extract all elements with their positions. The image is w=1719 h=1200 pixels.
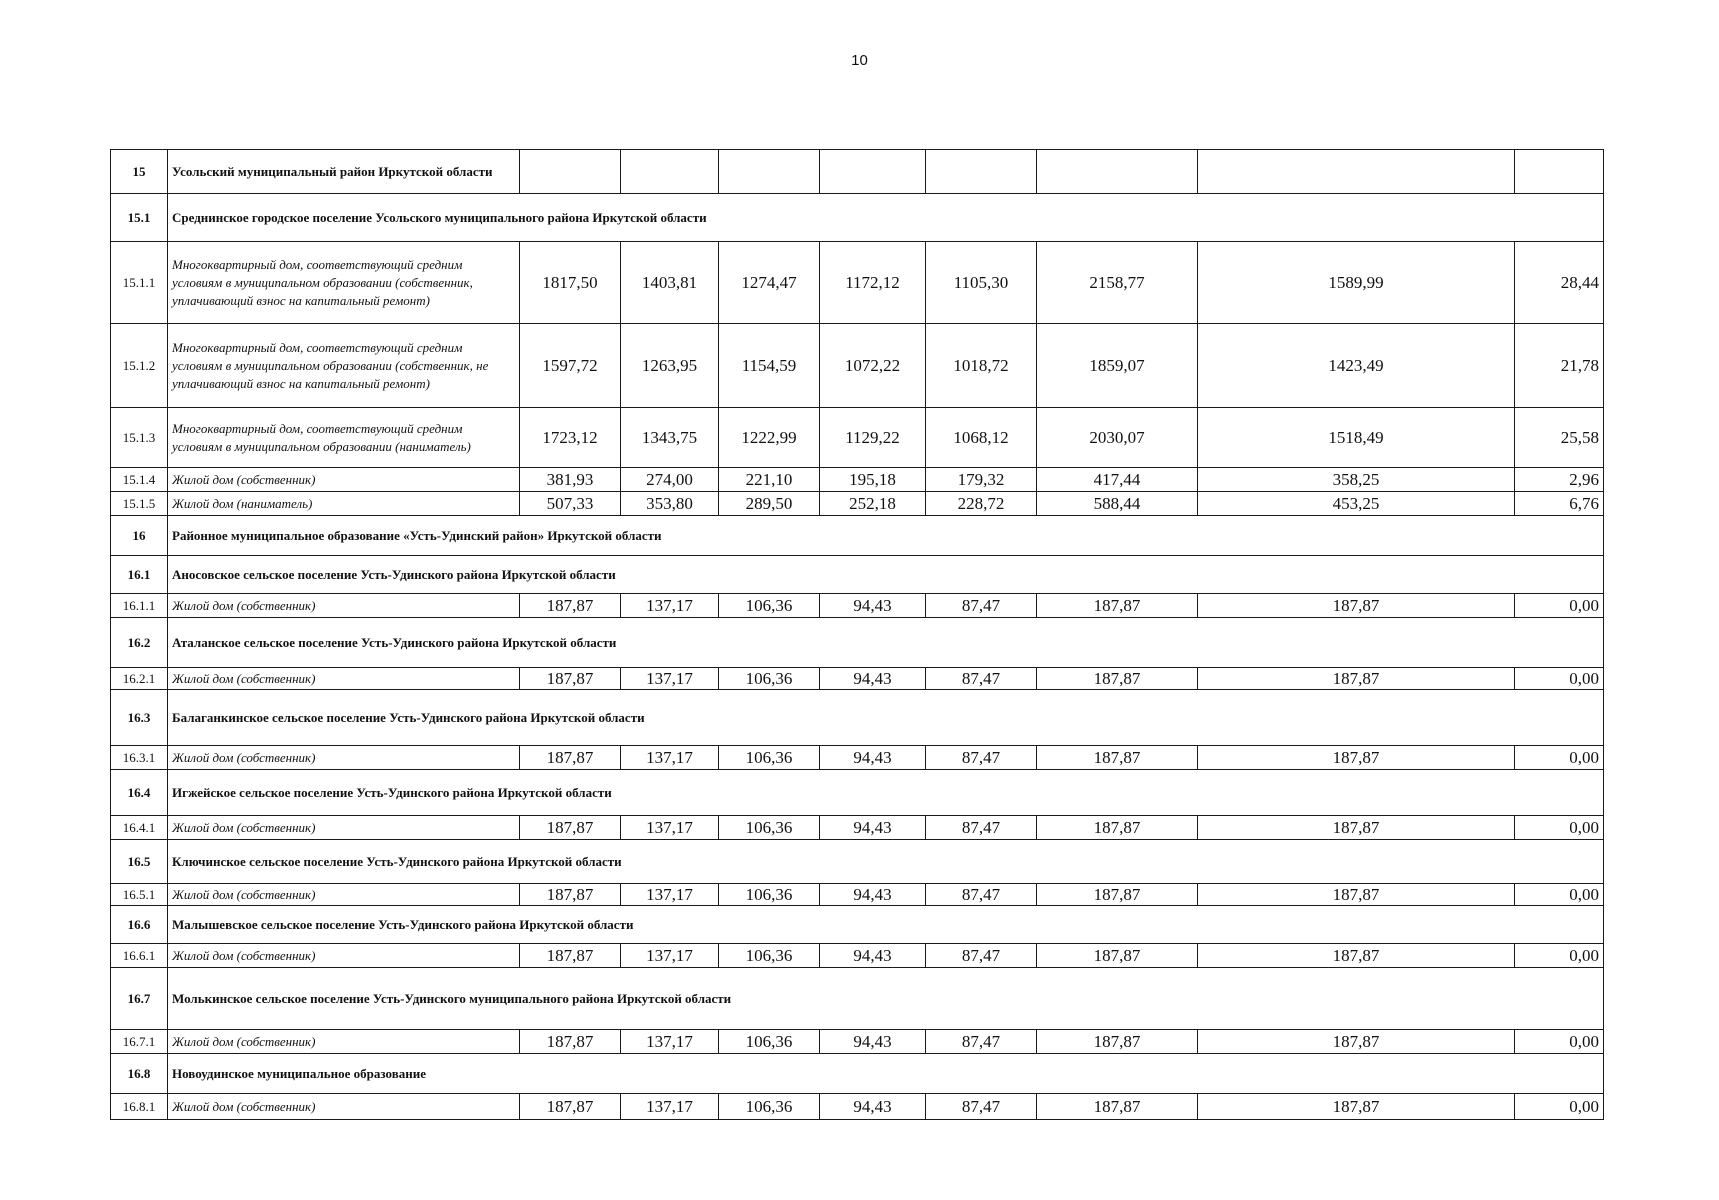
value-cell: 1222,99 xyxy=(719,408,820,468)
value-cell: 94,43 xyxy=(820,884,926,906)
value-cell: 187,87 xyxy=(520,594,621,618)
value-cell: 381,93 xyxy=(520,468,621,492)
value-cell: 187,87 xyxy=(520,746,621,770)
row-name: Жилой дом (собственник) xyxy=(168,468,520,492)
value-cell: 187,87 xyxy=(1037,668,1198,690)
tariff-table xyxy=(110,149,1604,1120)
value-cell: 0,00 xyxy=(1515,884,1604,906)
section-name: Аносовское сельское поселение Усть-Удинского района Иркутской области xyxy=(168,556,1604,594)
value-cell: 187,87 xyxy=(1037,1030,1198,1054)
section-name: Среднинское городское поселение Усольского муниципального района Иркутской области xyxy=(168,194,1604,242)
table-row xyxy=(111,618,1604,668)
table-row xyxy=(111,1094,1604,1120)
value-cell: 187,87 xyxy=(1198,944,1515,968)
value-cell: 1723,12 xyxy=(520,408,621,468)
table-row xyxy=(111,324,1604,408)
value-cell: 187,87 xyxy=(1198,884,1515,906)
value-cell: 6,76 xyxy=(1515,492,1604,516)
table-row xyxy=(111,690,1604,746)
value-cell: 1859,07 xyxy=(1037,324,1198,408)
empty-cell xyxy=(520,150,621,194)
row-name: Жилой дом (собственник) xyxy=(168,944,520,968)
table-row xyxy=(111,242,1604,324)
row-number: 16.7.1 xyxy=(111,1030,168,1054)
table-row xyxy=(111,556,1604,594)
row-number: 15.1.2 xyxy=(111,324,168,408)
row-name: Многоквартирный дом, соответствующий средним условиям в муниципальном образовании (наниматель) xyxy=(168,408,520,468)
value-cell: 106,36 xyxy=(719,594,820,618)
value-cell: 0,00 xyxy=(1515,944,1604,968)
table-row xyxy=(111,884,1604,906)
empty-cell xyxy=(1198,150,1515,194)
value-cell: 87,47 xyxy=(926,816,1037,840)
section-name: Районное муниципальное образование «Усть-Удинский район» Иркутской области xyxy=(168,516,1604,556)
row-number: 16.5.1 xyxy=(111,884,168,906)
value-cell: 106,36 xyxy=(719,668,820,690)
value-cell: 0,00 xyxy=(1515,746,1604,770)
value-cell: 137,17 xyxy=(621,944,719,968)
value-cell: 187,87 xyxy=(1037,594,1198,618)
value-cell: 187,87 xyxy=(520,1094,621,1120)
value-cell: 94,43 xyxy=(820,746,926,770)
row-name: Жилой дом (собственник) xyxy=(168,1030,520,1054)
value-cell: 87,47 xyxy=(926,884,1037,906)
section-name: Малышевское сельское поселение Усть-Удинского района Иркутской области xyxy=(168,906,1604,944)
row-number: 16.6.1 xyxy=(111,944,168,968)
value-cell: 1129,22 xyxy=(820,408,926,468)
row-name: Многоквартирный дом, соответствующий средним условиям в муниципальном образовании (собственник, не уплачивающий взнос на капитальный ремонт) xyxy=(168,324,520,408)
value-cell: 106,36 xyxy=(719,1094,820,1120)
table-row xyxy=(111,840,1604,884)
value-cell: 87,47 xyxy=(926,1094,1037,1120)
value-cell: 187,87 xyxy=(1037,1094,1198,1120)
value-cell: 1597,72 xyxy=(520,324,621,408)
row-number: 16.7 xyxy=(111,968,168,1030)
value-cell: 137,17 xyxy=(621,1094,719,1120)
empty-cell xyxy=(1515,150,1604,194)
table-row xyxy=(111,746,1604,770)
value-cell: 187,87 xyxy=(1198,1094,1515,1120)
value-cell: 358,25 xyxy=(1198,468,1515,492)
value-cell: 137,17 xyxy=(621,746,719,770)
value-cell: 187,87 xyxy=(1198,594,1515,618)
value-cell: 221,10 xyxy=(719,468,820,492)
value-cell: 0,00 xyxy=(1515,816,1604,840)
value-cell: 1263,95 xyxy=(621,324,719,408)
row-number: 16.2.1 xyxy=(111,668,168,690)
row-number: 16.4.1 xyxy=(111,816,168,840)
value-cell: 21,78 xyxy=(1515,324,1604,408)
value-cell: 0,00 xyxy=(1515,1094,1604,1120)
page-number: 10 xyxy=(851,52,868,69)
section-name: Ключинское сельское поселение Усть-Удинского района Иркутской области xyxy=(168,840,1604,884)
value-cell: 0,00 xyxy=(1515,1030,1604,1054)
row-name: Жилой дом (собственник) xyxy=(168,668,520,690)
table-row xyxy=(111,408,1604,468)
row-name: Жилой дом (собственник) xyxy=(168,816,520,840)
value-cell: 28,44 xyxy=(1515,242,1604,324)
row-number: 16.1.1 xyxy=(111,594,168,618)
value-cell: 94,43 xyxy=(820,668,926,690)
value-cell: 137,17 xyxy=(621,816,719,840)
value-cell: 94,43 xyxy=(820,594,926,618)
table-row xyxy=(111,1030,1604,1054)
row-number: 16.6 xyxy=(111,906,168,944)
value-cell: 137,17 xyxy=(621,884,719,906)
value-cell: 87,47 xyxy=(926,1030,1037,1054)
row-number: 15.1.3 xyxy=(111,408,168,468)
value-cell: 187,87 xyxy=(1037,884,1198,906)
value-cell: 1105,30 xyxy=(926,242,1037,324)
empty-cell xyxy=(719,150,820,194)
value-cell: 87,47 xyxy=(926,944,1037,968)
value-cell: 187,87 xyxy=(1198,1030,1515,1054)
table-row xyxy=(111,944,1604,968)
row-number: 15.1 xyxy=(111,194,168,242)
row-number: 16.2 xyxy=(111,618,168,668)
value-cell: 453,25 xyxy=(1198,492,1515,516)
value-cell: 1403,81 xyxy=(621,242,719,324)
value-cell: 87,47 xyxy=(926,594,1037,618)
value-cell: 1072,22 xyxy=(820,324,926,408)
value-cell: 106,36 xyxy=(719,884,820,906)
value-cell: 1274,47 xyxy=(719,242,820,324)
value-cell: 2030,07 xyxy=(1037,408,1198,468)
value-cell: 0,00 xyxy=(1515,668,1604,690)
value-cell: 94,43 xyxy=(820,816,926,840)
table-row xyxy=(111,668,1604,690)
table-row xyxy=(111,194,1604,242)
value-cell: 106,36 xyxy=(719,816,820,840)
row-number: 16.8 xyxy=(111,1054,168,1094)
value-cell: 588,44 xyxy=(1037,492,1198,516)
value-cell: 25,58 xyxy=(1515,408,1604,468)
value-cell: 187,87 xyxy=(1037,944,1198,968)
row-number: 15.1.5 xyxy=(111,492,168,516)
value-cell: 1423,49 xyxy=(1198,324,1515,408)
row-name: Многоквартирный дом, соответствующий средним условиям в муниципальном образовании (собственник, уплачивающий взнос на капитальный ремонт) xyxy=(168,242,520,324)
value-cell: 187,87 xyxy=(520,944,621,968)
section-name: Аталанское сельское поселение Усть-Удинского района Иркутской области xyxy=(168,618,1604,668)
table-row xyxy=(111,968,1604,1030)
value-cell: 507,33 xyxy=(520,492,621,516)
row-number: 16.4 xyxy=(111,770,168,816)
value-cell: 228,72 xyxy=(926,492,1037,516)
value-cell: 1018,72 xyxy=(926,324,1037,408)
section-name: Игжейское сельское поселение Усть-Удинского района Иркутской области xyxy=(168,770,1604,816)
value-cell: 1068,12 xyxy=(926,408,1037,468)
table-row xyxy=(111,468,1604,492)
value-cell: 87,47 xyxy=(926,746,1037,770)
table-row xyxy=(111,906,1604,944)
empty-cell xyxy=(820,150,926,194)
value-cell: 1343,75 xyxy=(621,408,719,468)
row-name: Жилой дом (собственник) xyxy=(168,884,520,906)
value-cell: 2158,77 xyxy=(1037,242,1198,324)
value-cell: 187,87 xyxy=(520,816,621,840)
section-name: Молькинское сельское поселение Усть-Удинского муниципального района Иркутской области xyxy=(168,968,1604,1030)
table-row xyxy=(111,594,1604,618)
value-cell: 289,50 xyxy=(719,492,820,516)
row-name: Усольский муниципальный район Иркутской области xyxy=(168,150,520,194)
row-number: 15 xyxy=(111,150,168,194)
value-cell: 187,87 xyxy=(1198,668,1515,690)
value-cell: 1518,49 xyxy=(1198,408,1515,468)
value-cell: 137,17 xyxy=(621,668,719,690)
value-cell: 137,17 xyxy=(621,594,719,618)
value-cell: 252,18 xyxy=(820,492,926,516)
value-cell: 187,87 xyxy=(520,1030,621,1054)
table-row xyxy=(111,770,1604,816)
table-row xyxy=(111,816,1604,840)
value-cell: 187,87 xyxy=(1037,816,1198,840)
value-cell: 137,17 xyxy=(621,1030,719,1054)
empty-cell xyxy=(621,150,719,194)
row-number: 16.5 xyxy=(111,840,168,884)
empty-cell xyxy=(1037,150,1198,194)
value-cell: 187,87 xyxy=(1198,816,1515,840)
value-cell: 187,87 xyxy=(1037,746,1198,770)
value-cell: 94,43 xyxy=(820,1094,926,1120)
table-row xyxy=(111,516,1604,556)
row-number: 15.1.1 xyxy=(111,242,168,324)
value-cell: 106,36 xyxy=(719,1030,820,1054)
row-number: 16.3.1 xyxy=(111,746,168,770)
table-row xyxy=(111,150,1604,194)
value-cell: 179,32 xyxy=(926,468,1037,492)
row-name: Жилой дом (собственник) xyxy=(168,594,520,618)
value-cell: 87,47 xyxy=(926,668,1037,690)
table-row xyxy=(111,492,1604,516)
row-number: 16.1 xyxy=(111,556,168,594)
row-name: Жилой дом (собственник) xyxy=(168,1094,520,1120)
value-cell: 2,96 xyxy=(1515,468,1604,492)
value-cell: 1817,50 xyxy=(520,242,621,324)
value-cell: 94,43 xyxy=(820,944,926,968)
row-number: 16.8.1 xyxy=(111,1094,168,1120)
table-row xyxy=(111,1054,1604,1094)
row-number: 16 xyxy=(111,516,168,556)
value-cell: 106,36 xyxy=(719,746,820,770)
value-cell: 187,87 xyxy=(520,668,621,690)
row-name: Жилой дом (наниматель) xyxy=(168,492,520,516)
value-cell: 417,44 xyxy=(1037,468,1198,492)
section-name: Новоудинское муниципальное образование xyxy=(168,1054,1604,1094)
value-cell: 1589,99 xyxy=(1198,242,1515,324)
row-name: Жилой дом (собственник) xyxy=(168,746,520,770)
value-cell: 1154,59 xyxy=(719,324,820,408)
value-cell: 353,80 xyxy=(621,492,719,516)
table-body xyxy=(111,150,1604,1120)
value-cell: 274,00 xyxy=(621,468,719,492)
value-cell: 106,36 xyxy=(719,944,820,968)
value-cell: 94,43 xyxy=(820,1030,926,1054)
value-cell: 1172,12 xyxy=(820,242,926,324)
value-cell: 187,87 xyxy=(1198,746,1515,770)
section-name: Балаганкинское сельское поселение Усть-Удинского района Иркутской области xyxy=(168,690,1604,746)
value-cell: 195,18 xyxy=(820,468,926,492)
empty-cell xyxy=(926,150,1037,194)
row-number: 15.1.4 xyxy=(111,468,168,492)
row-number: 16.3 xyxy=(111,690,168,746)
value-cell: 0,00 xyxy=(1515,594,1604,618)
value-cell: 187,87 xyxy=(520,884,621,906)
